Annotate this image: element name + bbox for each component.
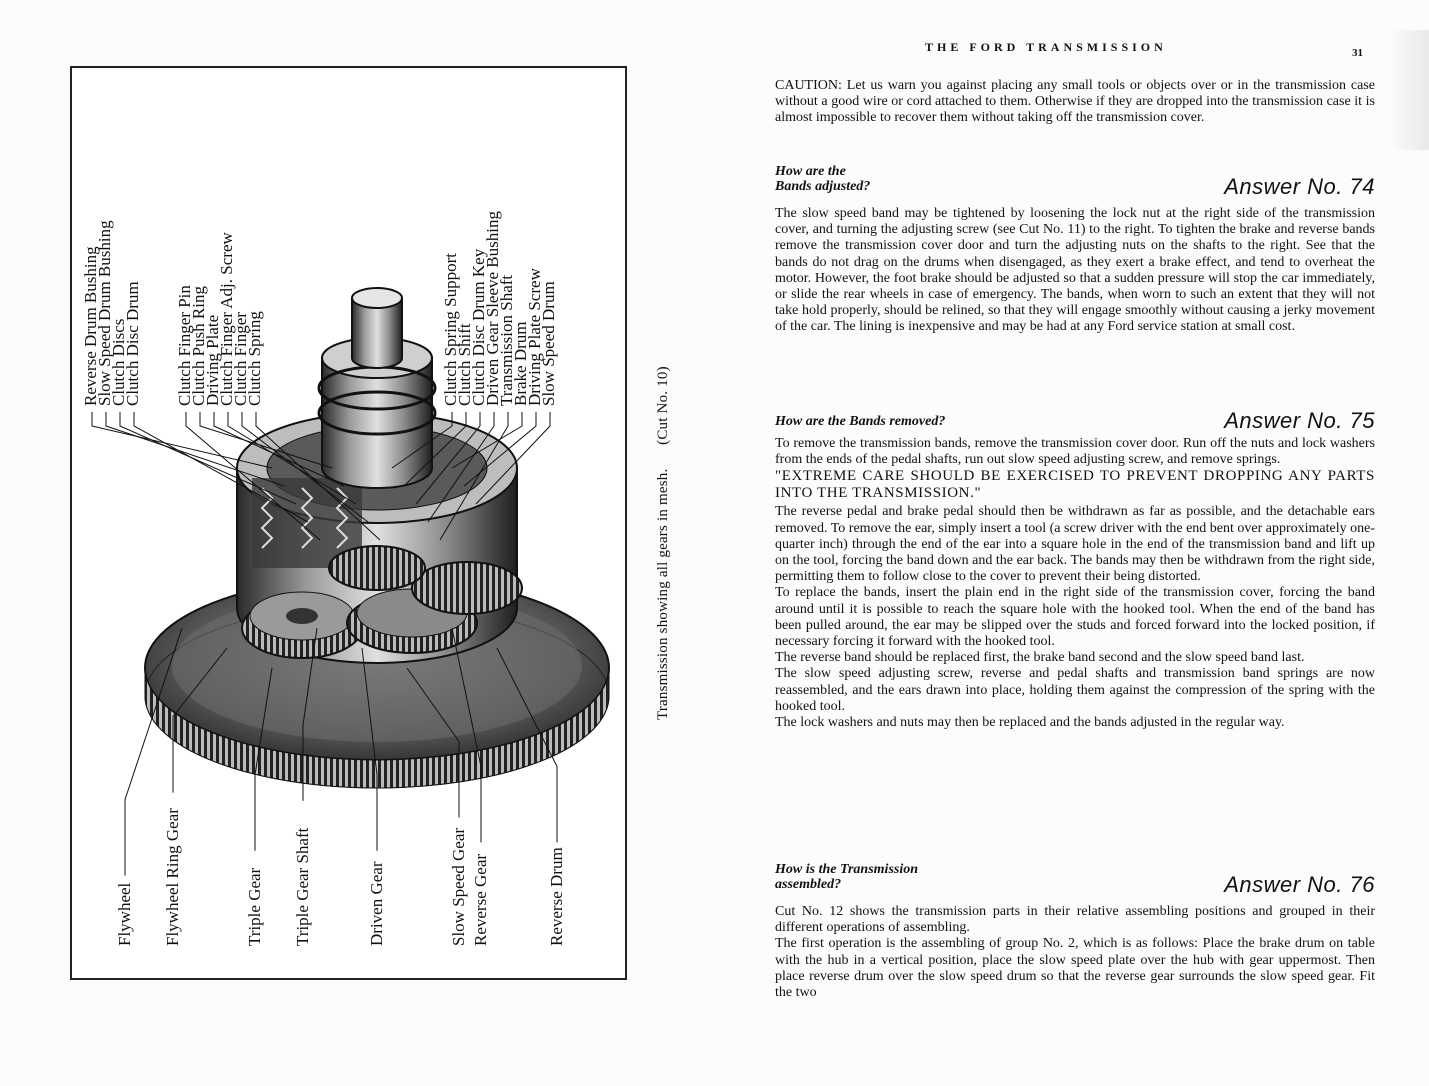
question-76-line2: assembled? xyxy=(775,877,842,892)
label-clutch-push-ring: Clutch Push Ring xyxy=(189,286,208,406)
label-slow-speed-drum: Slow Speed Drum xyxy=(539,281,558,406)
label-driven-gear: Driven Gear xyxy=(367,861,386,946)
running-head: THE FORD TRANSMISSION xyxy=(925,40,1167,54)
question-75-header xyxy=(775,398,1375,432)
answer-75-paragraph: The reverse band should be replaced first, the brake band second and the slow speed band last. xyxy=(775,650,1305,666)
question-74-header xyxy=(775,164,1375,198)
page-number: 31 xyxy=(1352,47,1363,59)
label-slow-speed-drum-bushing: Slow Speed Drum Bushing xyxy=(95,220,114,406)
answer-75-paragraph: To remove the transmission bands, remove the transmission cover door. Run off the nuts and lock washers from the ends of the pedal shafts, run out slow speed adjusting screw, and remove springs. xyxy=(775,436,1375,468)
answer-76-paragraph: The first operation is the assembling of group No. 2, which is as follows: Place the brake drum on table with the hub in a vertical position, place the slow speed plate over the hub with gear uppermost. Then place reverse drum over the slow speed drum so that the reverse gear surrounds the slow speed gear. Fit the two xyxy=(775,936,1375,1001)
label-reverse-drum-bushing: Reverse Drum Bushing xyxy=(81,246,100,406)
caution-paragraph xyxy=(775,78,1375,127)
answer-75-paragraph: The reverse pedal and brake pedal should then be withdrawn as far as possible, and the detachable ears removed. To remove the ear, simply insert a tool (a screw driver with the end bent over approximately one-quarter inch) through the end of the ear into a square hole in the end of the transmission band and lift up on the tool, forcing the band down and the ear back. The bands may then be withdrawn from the right side, permitting them to follow close to the cover to prevent their being distorted. xyxy=(775,504,1376,585)
label-clutch-spring-support: Clutch Spring Support xyxy=(441,252,460,406)
label-driven-gear-sleeve-bushing: Driven Gear Sleeve Bushing xyxy=(483,211,502,406)
answer-76-heading: Answer No. 76 xyxy=(1224,872,1375,897)
label-triple-gear: Triple Gear xyxy=(245,867,264,946)
label-triple-gear-shaft: Triple Gear Shaft xyxy=(293,827,312,946)
question-74-line2: Bands adjusted? xyxy=(775,179,871,194)
bottom-label-group xyxy=(115,808,566,946)
answer-76-body xyxy=(775,904,1375,1001)
answer-75-paragraph: To replace the bands, insert the plain end in the right side of the transmission cover, forcing the band around until it is possible to reach the square hole with the hooked tool. When the end of the band has been pulled around, the ear may be slipped over the studs and forced forward into the locked position, if necessary forcing it forward with the hooked tool. xyxy=(775,585,1375,650)
figure-plate xyxy=(70,66,627,980)
label-driving-plate: Driving Plate xyxy=(203,314,222,406)
answer-74-body xyxy=(775,206,1375,336)
label-transmission-shaft: Transmission Shaft xyxy=(497,274,516,406)
answer-75-body xyxy=(775,436,1375,731)
answer-75-warning: "EXTREME CARE SHOULD BE EXERCISED TO PREVENT DROPPING ANY PARTS INTO THE TRANSMISSION." xyxy=(775,468,1375,502)
answer-76-paragraph: Cut No. 12 shows the transmission parts in their relative assembling positions and grouped in their different operations of assembling. xyxy=(775,904,1375,936)
label-flywheel: Flywheel xyxy=(115,882,134,946)
question-74-line1: How are the xyxy=(775,164,846,179)
label-clutch-disc-drum: Clutch Disc Drum xyxy=(123,281,142,406)
top-label-group xyxy=(81,211,558,406)
caption-text: Transmission showing all gears in mesh. xyxy=(655,468,671,720)
label-clutch-finger-pin: Clutch Finger Pin xyxy=(175,285,194,406)
question-76-line1: How is the Transmission xyxy=(775,862,919,877)
question-75-line1: How are the Bands removed? xyxy=(775,414,946,429)
label-clutch-finger-adj-screw: Clutch Finger Adj. Screw xyxy=(217,232,236,406)
label-reverse-gear: Reverse Gear xyxy=(471,853,490,946)
answer-74-heading: Answer No. 74 xyxy=(1224,174,1375,199)
label-reverse-drum: Reverse Drum xyxy=(547,847,566,946)
label-clutch-spring: Clutch Spring xyxy=(245,311,264,406)
answer-75-paragraph: The lock washers and nuts may then be replaced and the bands adjusted in the regular way. xyxy=(775,715,1285,731)
answer-75-heading: Answer No. 75 xyxy=(1224,408,1375,433)
answer-75-paragraph: The slow speed adjusting screw, reverse and pedal shafts and transmission band springs are now reassembled, and the ears drawn into place, holding them against the compression of the spring with the hooked tool. xyxy=(775,666,1375,714)
label-brake-drum: Brake Drum xyxy=(511,321,530,406)
transmission-illustration xyxy=(72,68,629,982)
figure-caption xyxy=(655,280,672,720)
label-flywheel-ring-gear: Flywheel Ring Gear xyxy=(163,808,182,946)
caution-text: CAUTION: Let us warn you against placing any small tools or objects over or in the transmission case without a good wire or cord attached to them. Otherwise if they are dropped into the transmission case it is almost impossible to recover them without taking off the transmission cover. xyxy=(775,78,1375,126)
label-driving-plate-screw: Driving Plate Screw xyxy=(525,268,544,406)
label-clutch-finger: Clutch Finger xyxy=(231,312,250,406)
question-76-header xyxy=(775,862,1375,896)
label-clutch-disc-drum-key: Clutch Disc Drum Key xyxy=(469,248,488,406)
answer-74-paragraph: The slow speed band may be tightened by loosening the lock nut at the right side of the transmission cover, and turning the adjusting screw (see Cut No. 11) to the right. To tighten the brake and reverse bands remove the transmission cover door and turn the adjusting nuts on the shafts to the right. See that the bands do not drag on the drums when disengaged, as they exert a brake effect, and tend to overheat the motor. However, the foot brake should be adjusted so that a sudden pressure will stop the car immediately, or slide the rear wheels in case of emergency. The bands, when worn to such an extent that they will not take hold properly, should be relined, so that they will engage smoothly without causing a jerky movement of the car. The lining is inexpensive and may be had at any Ford service station at small cost. xyxy=(775,206,1375,335)
cut-number: (Cut No. 10) xyxy=(655,366,671,445)
label-clutch-discs: Clutch Discs xyxy=(109,318,128,406)
label-clutch-shift: Clutch Shift xyxy=(455,323,474,406)
label-slow-speed-gear: Slow Speed Gear xyxy=(449,827,468,946)
